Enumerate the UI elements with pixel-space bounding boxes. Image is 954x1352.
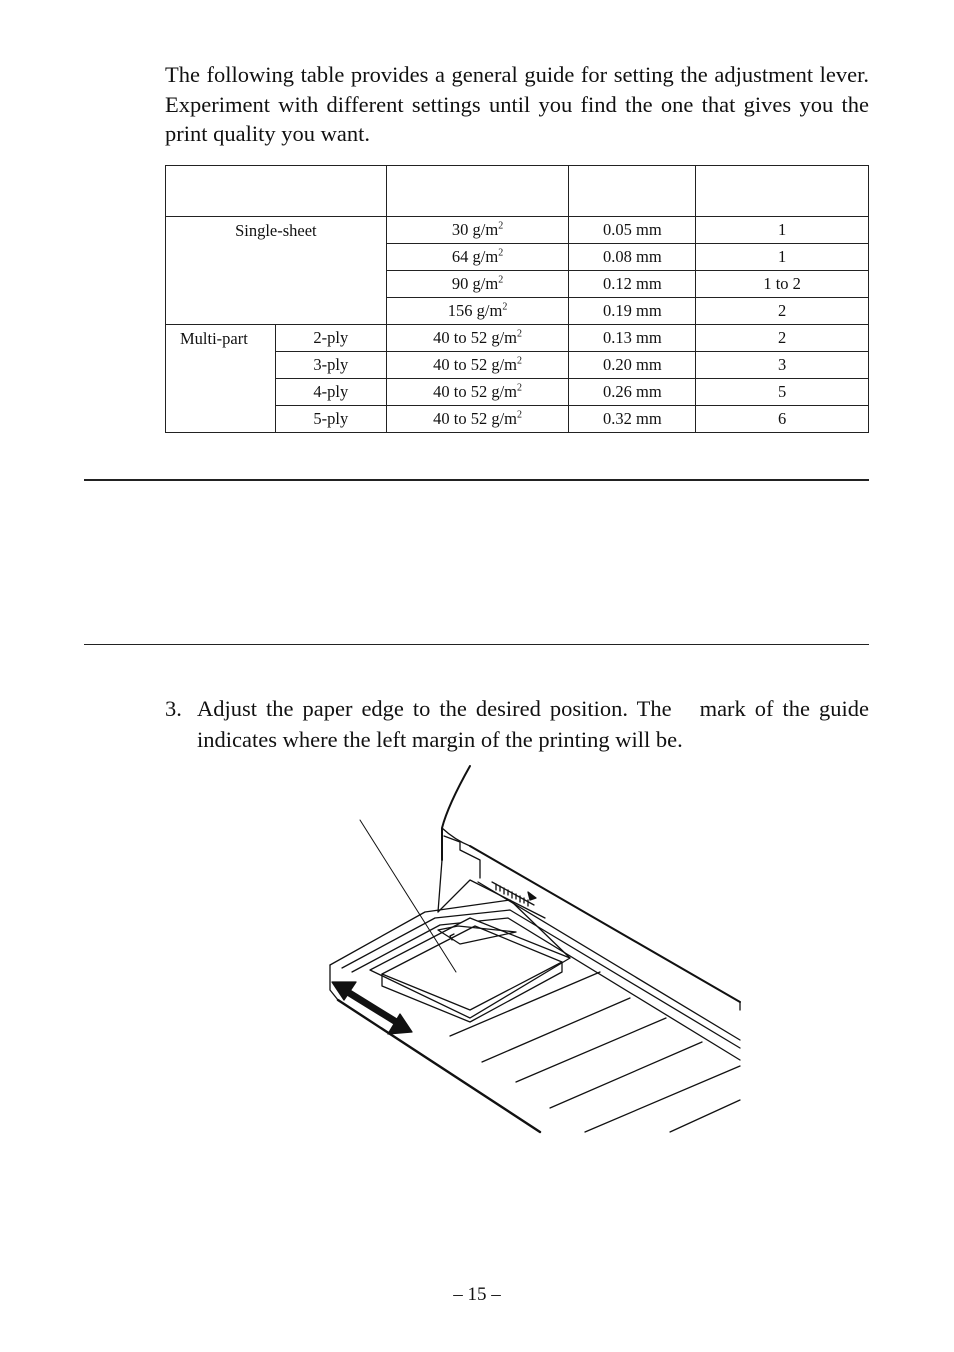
weight-cell: 40 to 52 $g/m^2$ bbox=[386, 325, 569, 352]
weight-cell: 40 to 52 $g/m^2$ bbox=[386, 352, 569, 379]
thickness-cell: 0.26 mm bbox=[569, 379, 696, 406]
thickness-cell: 0.19 mm bbox=[569, 298, 696, 325]
weight-cell: 30 $g/m^2$ bbox=[386, 217, 569, 244]
lever-cell: 1 to 2 bbox=[696, 271, 869, 298]
lever-cell: 3 bbox=[696, 352, 869, 379]
step-3 bbox=[165, 693, 869, 755]
multi-part-label: Multi-part bbox=[166, 325, 276, 433]
weight-cell: 64 $g/m^2$ bbox=[386, 244, 569, 271]
header-cell bbox=[386, 166, 569, 217]
thickness-cell: 0.08 mm bbox=[569, 244, 696, 271]
header-cell bbox=[696, 166, 869, 217]
ply-cell: 2-ply bbox=[275, 325, 386, 352]
header-cell bbox=[569, 166, 696, 217]
ply-cell: 5-ply bbox=[275, 406, 386, 433]
lever-cell: 1 bbox=[696, 217, 869, 244]
step-line-1: Adjust the paper edge to the desired position. The mark of the guide bbox=[197, 696, 869, 721]
lever-cell: 2 bbox=[696, 325, 869, 352]
thickness-cell: 0.13 mm bbox=[569, 325, 696, 352]
single-sheet-label: Single-sheet bbox=[166, 217, 387, 325]
weight-cell: 40 to 52 $g/m^2$ bbox=[386, 379, 569, 406]
weight-cell: 156 $g/m^2$ bbox=[386, 298, 569, 325]
note-top-rule bbox=[84, 479, 869, 481]
paper-guide-illustration bbox=[320, 760, 750, 1140]
page-number: – 15 – bbox=[453, 1284, 501, 1305]
note-bottom-rule bbox=[84, 644, 869, 645]
thickness-cell: 0.20 mm bbox=[569, 352, 696, 379]
lever-cell: 5 bbox=[696, 379, 869, 406]
lever-cell: 2 bbox=[696, 298, 869, 325]
step-number: 3. bbox=[165, 696, 182, 721]
ply-cell: 4-ply bbox=[275, 379, 386, 406]
thickness-cell: 0.32 mm bbox=[569, 406, 696, 433]
step-line-2: indicates where the left margin of the printing will be. bbox=[197, 727, 683, 752]
header-cell bbox=[166, 166, 387, 217]
lever-cell: 6 bbox=[696, 406, 869, 433]
lever-cell: 1 bbox=[696, 244, 869, 271]
paper-settings-table bbox=[165, 165, 869, 433]
table-header-row bbox=[166, 166, 869, 217]
weight-cell: 40 to 52 $g/m^2$ bbox=[386, 406, 569, 433]
intro-paragraph: The following table provides a general guide for setting the adjustment lever. Experiment with different settings until you find the one that gives you the print quality you want. bbox=[165, 62, 869, 146]
table-row bbox=[166, 217, 869, 244]
weight-cell: 90 $g/m^2$ bbox=[386, 271, 569, 298]
ply-cell: 3-ply bbox=[275, 352, 386, 379]
thickness-cell: 0.12 mm bbox=[569, 271, 696, 298]
table-row bbox=[166, 325, 869, 352]
thickness-cell: 0.05 mm bbox=[569, 217, 696, 244]
